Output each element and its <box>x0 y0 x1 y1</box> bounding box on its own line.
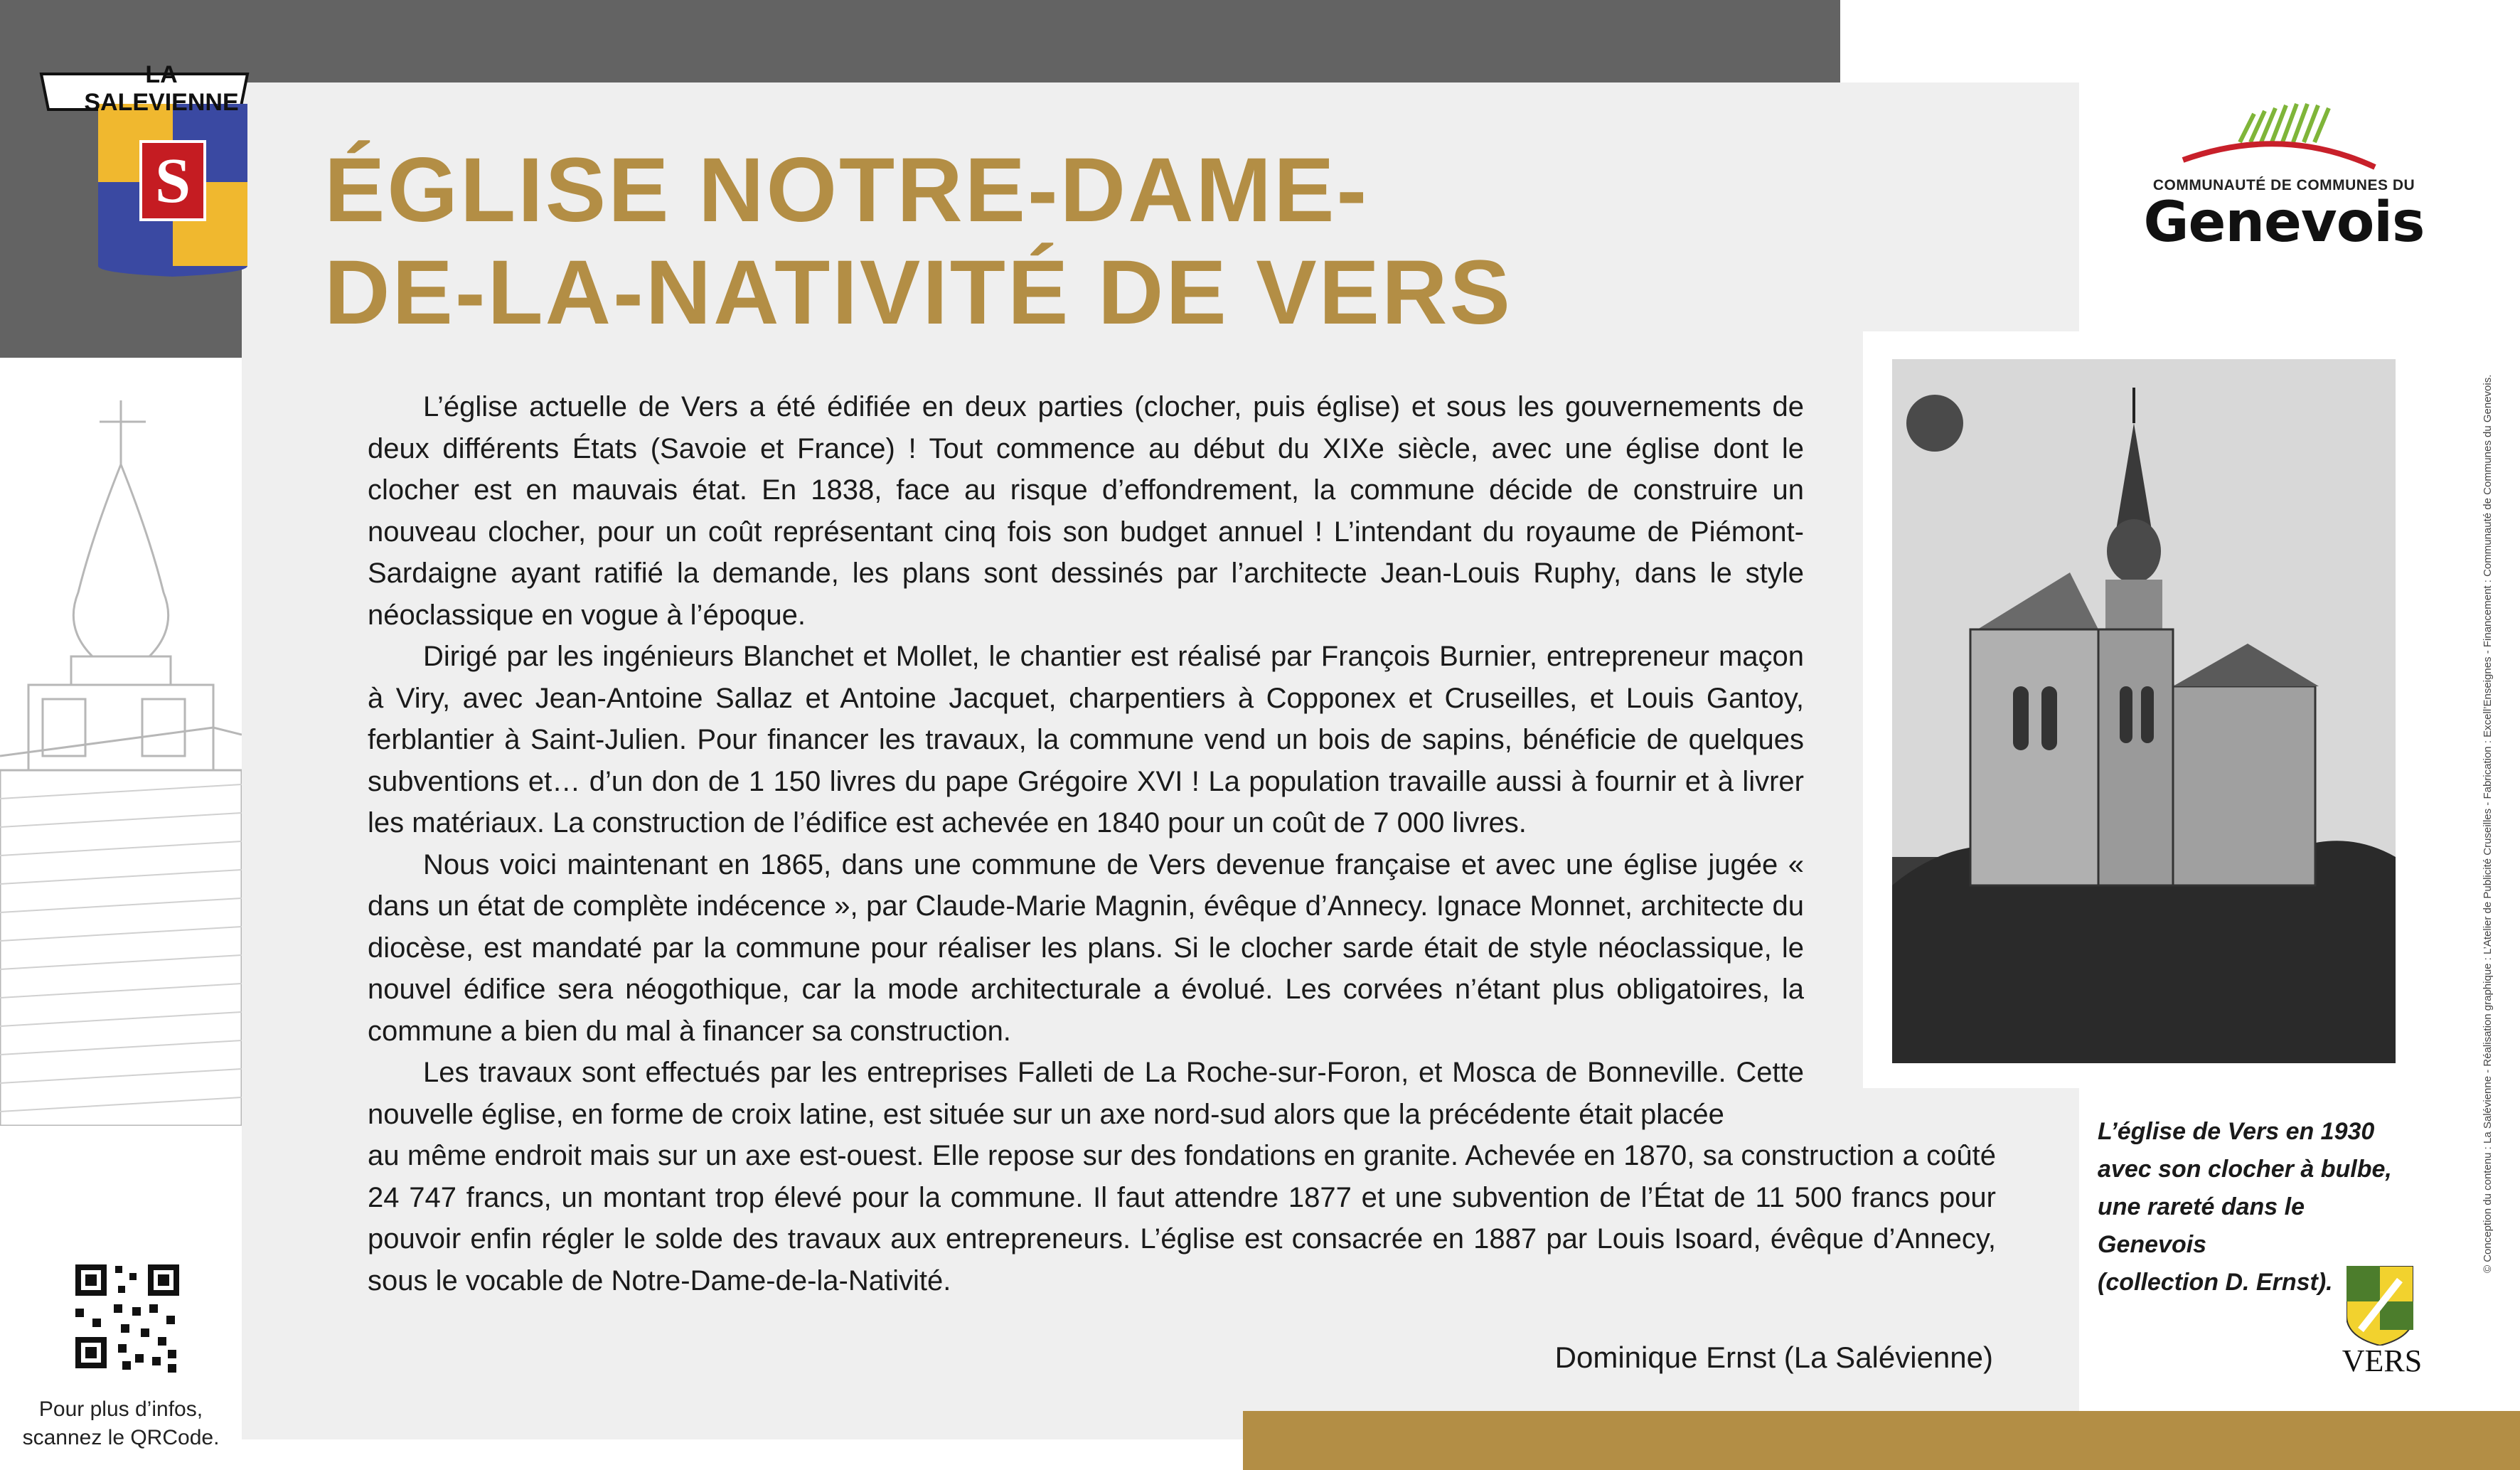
paragraph-3: Nous voici maintenant en 1865, dans une commune de Vers devenue française et avec une église jugée « dans un état de complète indécence », par Claude-Marie Magnin, évêque d’Annecy. Ignace Monnet, architecte du diocèse, est mandaté par la commune pour réaliser les plans. Si le clocher sarde était de style néoclassique, le nouvel édifice sera néogothique, car la mode architecturale a évolué. Les corvées n’étant plus obligatoires, la commune a bien du mal à financer sa construction. <box>368 848 1804 1047</box>
article-body <box>368 386 1996 1301</box>
caption-line-2: avec son clocher à bulbe, <box>2098 1156 2392 1183</box>
vertical-credits: © Conception du contenu : La Salévienne - Réalisation graphique : L’Atelier de Publicité Cruseilles - Fabrication : Excell’Enseignes - Financement : Communauté de Communes du Genevois. <box>2482 374 2494 1273</box>
title-line-1: ÉGLISE NOTRE-DAME- <box>324 139 1370 241</box>
caption-line-4: (collection D. Ernst). <box>2098 1269 2333 1296</box>
qr-caption-line-1: Pour plus d’infos, <box>38 1397 203 1421</box>
paragraph-4-part-1: Les travaux sont effectués par les entreprises Falleti de La Roche-sur-Foron, et Mosca de Bonneville. Cette nouvelle église, en forme de croix latine, est située sur un axe nord-sud alors que la précédente était placée <box>368 1057 1804 1130</box>
top-gray-bar <box>0 0 1840 82</box>
caption-line-1: L’église de Vers en 1930 <box>2098 1118 2375 1145</box>
bottom-gold-bar <box>1243 1411 2520 1470</box>
community-name: Genevois <box>2143 191 2425 255</box>
author-signature: Dominique Ernst (La Salévienne) <box>1554 1341 1993 1374</box>
qr-code[interactable] <box>61 1250 193 1383</box>
vers-village-name: VERS <box>2342 1343 2423 1378</box>
community-small-label: COMMUNAUTÉ DE COMMUNES DU <box>2152 177 2415 193</box>
title-line-2: DE-LA-NATIVITÉ DE VERS <box>324 242 1512 343</box>
caption-line-3: une rareté dans le Genevois <box>2098 1193 2305 1258</box>
vers-crest-logo <box>2347 1266 2413 1346</box>
qr-caption <box>0 1395 242 1452</box>
la-salevienne-label: LA SALEVIENNE <box>84 61 239 116</box>
paragraph-1: L’église actuelle de Vers a été édifiée en deux parties (clocher, puis église) et sous les gouvernements de deux différents États (Savoie et France) ! Tout commence au début du XIXe siècle, avec une église dont le clocher est en mauvais état. En 1838, face au risque d’effondrement, la commune décide de construire un nouveau clocher, pour un coût représentant cinq fois son budget annuel ! L’intendant du royaume de Piémont-Sardaigne ayant ratifié la demande, les plans sont dessinés par l’architecte Jean-Louis Ruphy, dans le style néoclassique en vogue à l’époque. <box>368 391 1804 631</box>
bell-tower-sketch <box>0 358 242 1126</box>
paragraph-2: Dirigé par les ingénieurs Blanchet et Mollet, le chantier est réalisé par François Burnier, entrepreneur maçon à Viry, avec Jean-Antoine Sallaz et Antoine Jacquet, charpentiers à Copponex et Cruseilles, et Louis Gantoy, ferblantier à Saint-Julien. Pour financer les travaux, la commune vend un bois de sapins, bénéficie de quelques subventions et… d’un don de 1 150 livres du pape Grégoire XVI ! La population travaille aussi à fournir et à livrer les matériaux. La construction de l’édifice est achevée en 1840 pour un coût de 7 000 livres. <box>368 641 1804 838</box>
paragraph-4-part-2: au même endroit mais sur un axe est-ouest. Elle repose sur des fondations en granite. Achevée en 1870, sa construction a coûté 24 747 francs, un montant trop élevé pour la commune. Il faut attendre 1877 et une subvention de l’État de 11 500 francs pour pouvoir enfin régler le solde des travaux aux entrepreneurs. L’église est consacrée en 1887 par Louis Isoard, évêque d’Annecy, sous le vocable de Notre-Dame-de-la-Nativité. <box>368 1140 1996 1296</box>
church-1930-photo <box>1892 359 2396 1063</box>
qr-caption-line-2: scannez le QRCode. <box>22 1426 220 1449</box>
svg-text:S: S <box>154 146 191 216</box>
page-title <box>324 139 1817 344</box>
